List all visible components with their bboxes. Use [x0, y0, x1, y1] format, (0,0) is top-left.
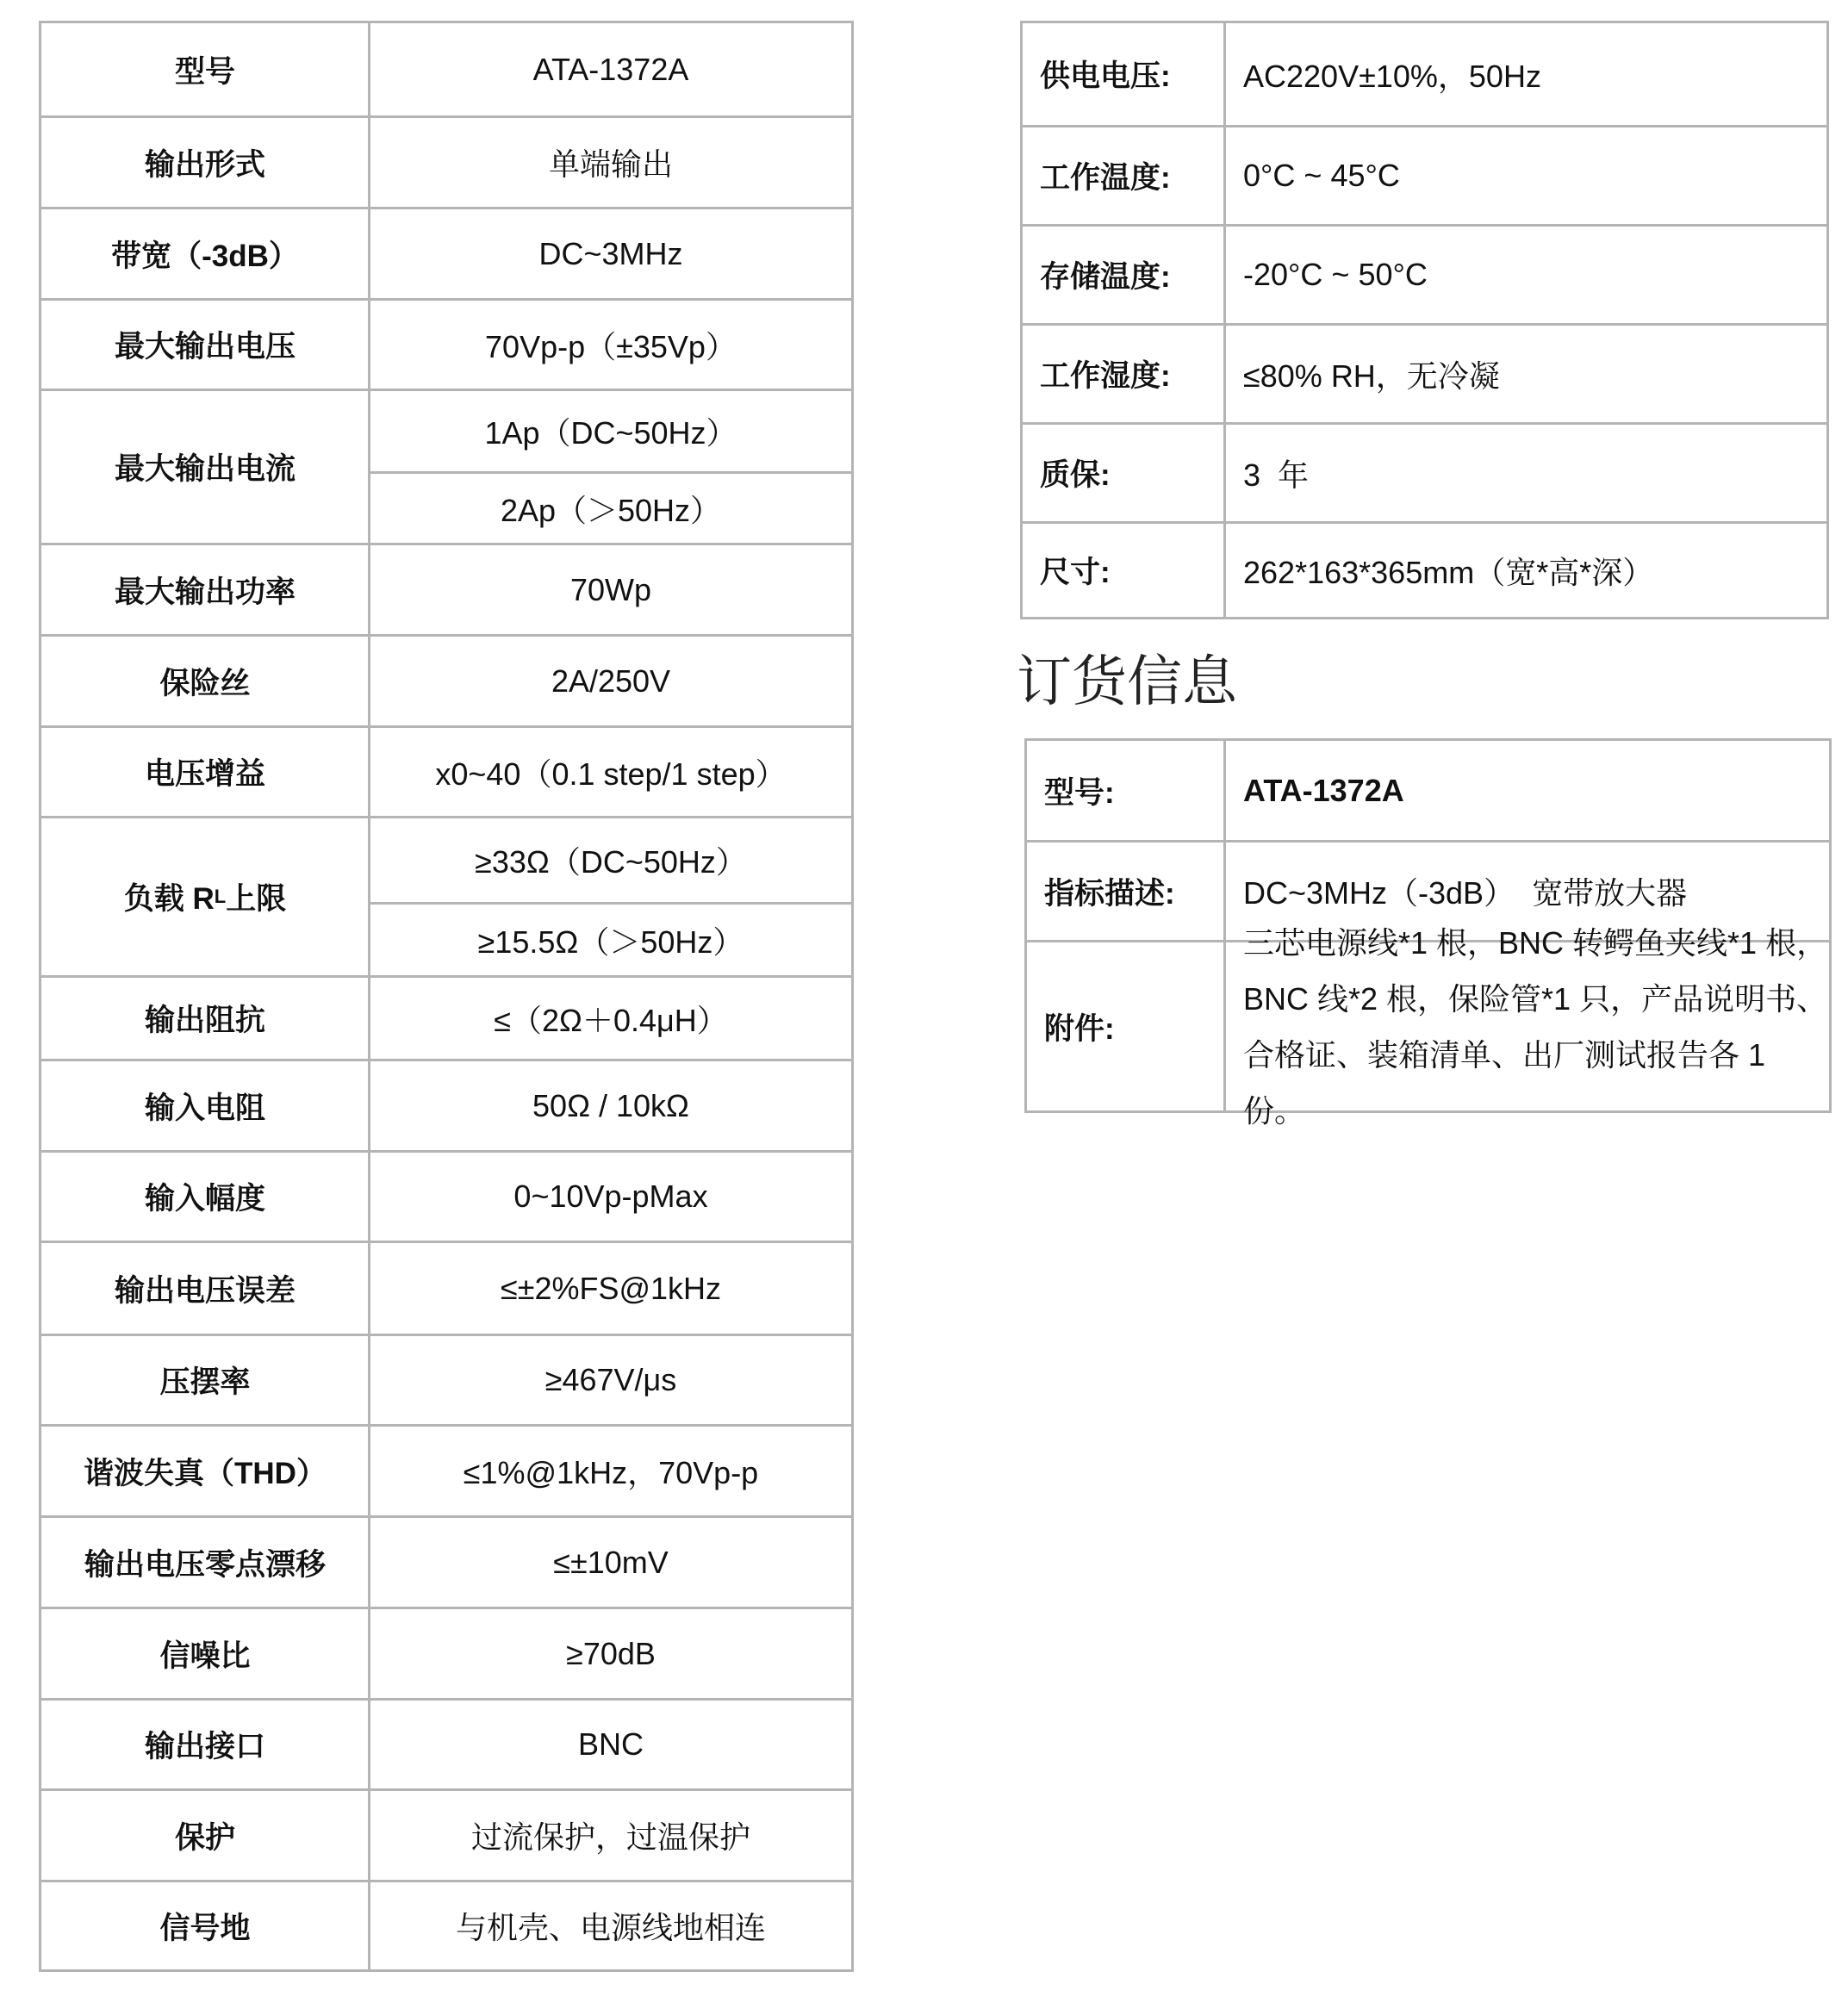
spec-value: 单端输出 [548, 146, 673, 182]
spec-row-input-resistance [41, 1059, 851, 1150]
spec-label: 输出电压误差 [114, 1273, 296, 1308]
general-value: 0°C ~ 45°C [1243, 158, 1400, 193]
general-value: AC220V±10%，50Hz [1243, 58, 1541, 94]
general-table [1020, 21, 1829, 619]
spec-value: ≤（2Ω＋0.4μH） [494, 1002, 728, 1038]
spec-value: 0~10Vp-pMax [513, 1179, 708, 1214]
spec-row-max-current [41, 389, 851, 543]
order-value: ATA-1372A [1243, 772, 1404, 808]
spec-row-output-impedance [41, 975, 851, 1059]
spec-label: 输入电阻 [144, 1091, 265, 1125]
spec-label: 输出电压零点漂移 [84, 1547, 326, 1582]
general-label: 质保: [1040, 458, 1111, 492]
spec-label: 保险丝 [159, 666, 251, 700]
general-value: 262*163*365mm（宽*高*深） [1243, 554, 1654, 590]
general-label: 供电电压: [1040, 59, 1171, 93]
spec-value: ATA-1372A [532, 51, 689, 87]
spec-value: BNC [577, 1726, 644, 1762]
spec-value: 2A/250V [551, 662, 671, 699]
spec-value: DC~3MHz [538, 235, 683, 271]
accessories-line: 三芯电源线*1 根，BNC 转鳄鱼夹线*1 根， [1243, 924, 1828, 961]
spec-table [39, 21, 854, 1972]
label-prefix: 负载 R [123, 882, 215, 916]
spec-row-slew-rate [41, 1334, 851, 1424]
general-row-operating-temp [1023, 125, 1826, 224]
spec-value: ≤±2%FS@1kHz [500, 1270, 722, 1306]
order-info-table [1024, 738, 1832, 1129]
general-label: 工作湿度: [1040, 359, 1171, 393]
spec-row-fuse [41, 634, 851, 725]
general-row-dimensions [1023, 521, 1826, 617]
spec-label: 保护 [174, 1820, 235, 1855]
spec-value: ≥70dB [566, 1635, 656, 1671]
label-subscript: L [214, 886, 227, 907]
general-label: 尺寸: [1040, 556, 1111, 589]
spec-value: ≤1%@1kHz，70Vp-p [463, 1455, 759, 1490]
spec-value: 过流保护，过温保护 [470, 1819, 750, 1855]
order-value: DC~3MHz（-3dB） 宽带放大器 [1243, 875, 1688, 911]
spec-value: 2Ap（＞50Hz） [370, 471, 851, 543]
spec-value: 与机壳、电源线地相连 [455, 1910, 766, 1945]
spec-label: 最大输出电流 [114, 452, 296, 486]
general-row-power-supply [1023, 23, 1826, 125]
accessories-line: BNC 线*2 根，保险管*1 只，产品说明书、 [1243, 980, 1828, 1017]
spec-label: 信噪比 [159, 1639, 251, 1673]
spec-row-output-form [41, 115, 851, 207]
general-row-humidity [1023, 323, 1826, 422]
spec-row-max-voltage [41, 298, 851, 389]
general-value: -20°C ~ 50°C [1243, 257, 1428, 292]
spec-value: 50Ω / 10kΩ [532, 1087, 689, 1123]
spec-label: 压摆率 [159, 1365, 251, 1399]
order-label: 附件: [1044, 1011, 1115, 1046]
spec-value: 1Ap（DC~50Hz） [484, 415, 737, 451]
spec-label: 输出阻抗 [144, 1004, 265, 1037]
spec-value: ≤±10mV [553, 1544, 669, 1580]
spec-label: 信号地 [159, 1911, 251, 1945]
order-label: 型号: [1044, 775, 1115, 810]
order-row-accessories [1027, 924, 1829, 1129]
spec-row-voltage-error [41, 1241, 851, 1334]
general-label: 工作温度: [1040, 161, 1171, 195]
spec-label [41, 818, 369, 975]
spec-label: 最大输出功率 [114, 575, 296, 609]
spec-row-thd [41, 1424, 851, 1515]
spec-value-group [370, 391, 851, 543]
accessories-line: 合格证、装箱清单、出厂测试报告各 1 份。 [1243, 1036, 1766, 1129]
order-value-accessories [1226, 924, 1829, 1129]
spec-label: 电压增益 [144, 757, 265, 791]
general-row-warranty [1023, 422, 1826, 521]
spec-row-snr [41, 1607, 851, 1698]
spec-value: 70Wp [569, 571, 652, 607]
spec-row-output-interface [41, 1698, 851, 1788]
spec-label: 输出形式 [144, 147, 265, 182]
spec-row-load-limit [41, 816, 851, 975]
spec-label: 输出接口 [144, 1730, 265, 1763]
spec-label: 最大输出电压 [114, 330, 296, 364]
spec-row-protection [41, 1788, 851, 1880]
general-label: 存储温度: [1040, 260, 1171, 294]
spec-row-input-amplitude [41, 1150, 851, 1241]
spec-row-zero-drift [41, 1515, 851, 1607]
spec-label: 输入幅度 [144, 1182, 265, 1216]
spec-label: 带宽（-3dB） [111, 239, 299, 273]
spec-row-voltage-gain [41, 725, 851, 816]
general-value: 3 年 [1243, 457, 1310, 493]
order-info-heading: 订货信息 [1017, 650, 1237, 712]
spec-row-max-power [41, 543, 851, 634]
spec-label: 型号 [174, 54, 235, 89]
spec-label: 谐波失真（THD） [84, 1456, 327, 1490]
spec-value-group [370, 818, 851, 975]
spec-value: ≥15.5Ω（＞50Hz） [370, 902, 851, 975]
spec-value: ≥33Ω（DC~50Hz） [475, 844, 747, 880]
spec-row-bandwidth [41, 207, 851, 298]
spec-value: 70Vp-p（±35Vp） [485, 328, 737, 364]
general-value: ≤80% RH，无冷凝 [1243, 358, 1500, 394]
spec-value: ≥467V/μs [544, 1362, 677, 1397]
order-label: 指标描述: [1044, 876, 1175, 911]
spec-row-model [41, 23, 851, 115]
spec-row-signal-ground [41, 1880, 851, 1969]
label-suffix: 上限 [226, 882, 287, 916]
order-row-model [1027, 741, 1829, 840]
general-row-storage-temp [1023, 224, 1826, 323]
spec-value: x0~40（0.1 step/1 step） [435, 756, 787, 792]
